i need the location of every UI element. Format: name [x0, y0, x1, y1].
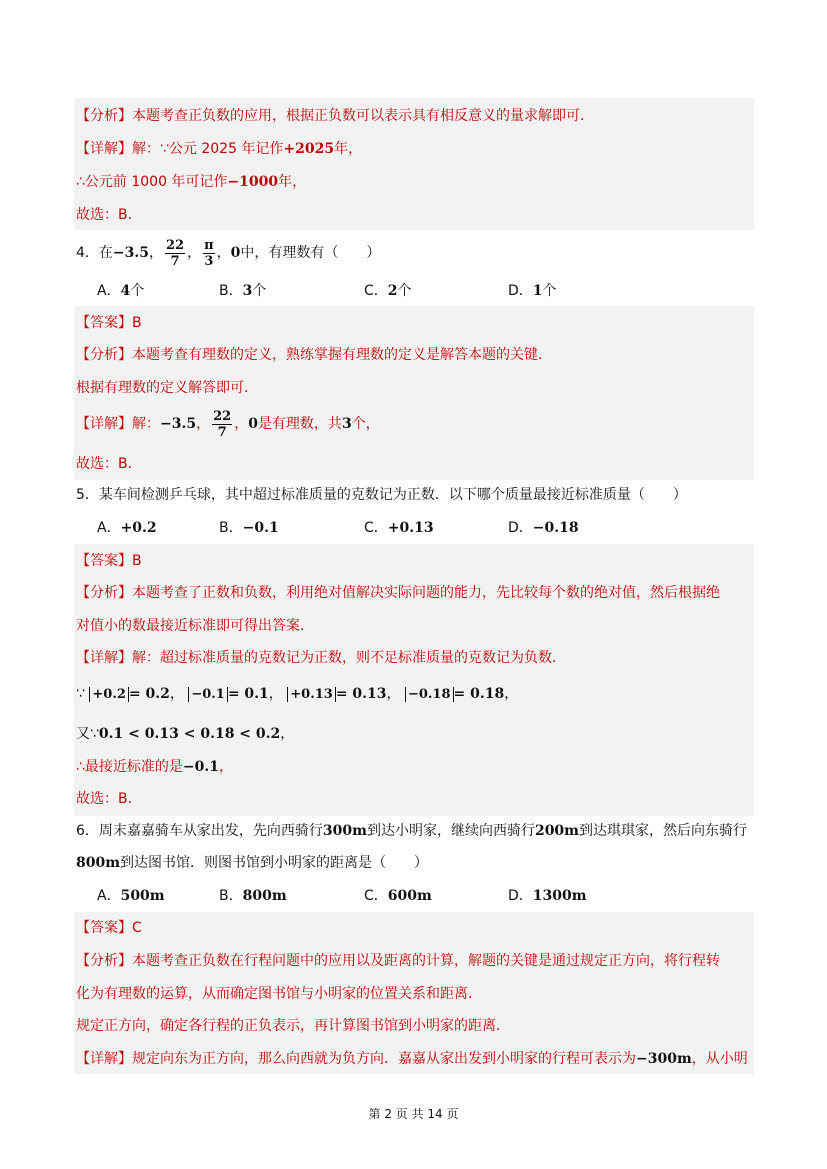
- option-value: 1: [532, 283, 543, 299]
- option-unit: 个: [397, 283, 412, 299]
- option-letter: A．: [97, 283, 121, 299]
- option-value: +0.13: [387, 520, 434, 536]
- math-value: 3: [341, 416, 352, 432]
- option-value: 600m: [387, 888, 432, 904]
- stem-text: 到达琪琪家，然后向东骑行: [579, 823, 747, 839]
- option-unit: 个: [542, 283, 557, 299]
- detail-text: ，从小明: [691, 1051, 748, 1067]
- option-letter: B．: [219, 888, 243, 904]
- abs-expression: +0.2: [89, 687, 129, 702]
- stem-text: 到达小明家，继续向西骑行: [366, 823, 535, 839]
- since-symbol: ∵: [76, 686, 85, 702]
- option-value: 800m: [242, 888, 287, 904]
- stem-text: 4．在: [76, 245, 113, 261]
- option-d[interactable]: [508, 281, 557, 301]
- numerator: 22: [213, 408, 232, 424]
- option-value: 3: [242, 283, 253, 299]
- denominator: 7: [170, 253, 180, 269]
- option-letter: A．: [97, 888, 121, 904]
- analysis-line: 化为有理数的运算，从而确定图书馆与小明家的位置关系和距离．: [76, 986, 482, 1002]
- answer-value: B: [132, 553, 142, 569]
- option-value: 1300m: [532, 888, 587, 904]
- option-letter: D．: [508, 888, 533, 904]
- math-value: = 0.2: [128, 686, 170, 702]
- analysis-text: 本题考查正负数在行程问题中的应用以及距离的计算，解题的关键是通过规定正方向，将行程转: [132, 953, 720, 969]
- separator: ，: [504, 686, 519, 702]
- option-value: −0.18: [532, 520, 579, 536]
- detail-text: 解：超过标准质量的克数记为正数，则不足标准质量的克数记为负数．: [132, 650, 566, 666]
- detail-text: ∴公元前 1000 年可记作: [76, 174, 228, 190]
- detail-tag: 【详解】: [76, 1051, 132, 1067]
- detail-text: 规定向东为正方向，那么向西就为负方向．嘉嘉从家出发到小明家的行程可表示为: [132, 1051, 636, 1067]
- analysis-line: 规定正方向，确定各行程的正负表示，再计算图书馆到小明家的距离．: [76, 1018, 510, 1034]
- analysis-text: 本题考查了正数和负数，利用绝对值解决实际问题的能力，先比较每个数的绝对值，然后根据绝: [132, 585, 720, 601]
- detail-line: [76, 172, 306, 192]
- math-value: = 0.18: [453, 686, 505, 702]
- analysis-line: [76, 951, 720, 971]
- choose-line: 故选：B．: [76, 456, 142, 472]
- option-letter: A．: [97, 520, 121, 536]
- question-5-stem: 5．某车间检测乒乓球，其中超过标准质量的克数记为正数．以下哪个质量最接近标准质量（ ）: [76, 487, 687, 503]
- detail-text: ∴最接近标准的是: [76, 759, 183, 775]
- option-a[interactable]: [97, 518, 157, 538]
- detail-text: 年，: [334, 141, 363, 157]
- analysis-tag: 【分析】: [76, 953, 132, 969]
- option-value: +0.2: [120, 520, 157, 536]
- analysis-line: [76, 106, 594, 126]
- separator: ，: [196, 416, 211, 432]
- separator: ，: [386, 686, 401, 702]
- math-value: 0.1 < 0.13 < 0.18 < 0.2: [98, 726, 281, 742]
- detail-tag: 【详解】: [76, 650, 132, 666]
- separator: ，: [234, 416, 249, 432]
- fraction: [203, 238, 215, 269]
- analysis-line: [76, 583, 720, 603]
- question-6-stem: [76, 853, 428, 873]
- detail-text: 是有理数，共: [257, 416, 342, 432]
- separator: ，: [216, 245, 231, 261]
- numerator: 22: [166, 237, 185, 253]
- math-value: 800m: [76, 855, 121, 871]
- detail-tag: 【详解】: [76, 416, 132, 432]
- stem-text: 到达图书馆．则图书馆到小明家的距离是（ ）: [120, 855, 429, 871]
- analysis-tag: 【分析】: [76, 585, 132, 601]
- option-letter: D．: [508, 520, 533, 536]
- math-value: = 0.1: [227, 686, 269, 702]
- option-letter: C．: [364, 520, 388, 536]
- option-value: −0.1: [242, 520, 279, 536]
- analysis-line: 根据有理数的定义解答即可．: [76, 380, 258, 396]
- math-value: 0: [248, 416, 258, 432]
- stem-text: 中，有理数有（ ）: [240, 245, 381, 261]
- answer-value: C: [132, 920, 142, 936]
- option-a[interactable]: [97, 886, 165, 906]
- math-value: +2025: [283, 141, 335, 157]
- numerator: π: [204, 237, 214, 253]
- analysis-tag: 【分析】: [76, 108, 132, 124]
- math-value: −300m: [636, 1051, 692, 1067]
- choose-line: 故选：B．: [76, 791, 142, 807]
- option-letter: B．: [219, 520, 243, 536]
- answer-tag: 【答案】: [76, 553, 132, 569]
- abs-values-line: [76, 684, 518, 705]
- abs-expression: −0.1: [188, 687, 228, 702]
- option-unit: 个: [130, 283, 145, 299]
- math-value: −3.5: [112, 245, 150, 261]
- inequality-line: [76, 724, 294, 744]
- math-value: −3.5: [160, 416, 197, 432]
- detail-line: [76, 407, 380, 441]
- option-b[interactable]: [219, 281, 266, 301]
- math-value: = 0.13: [335, 686, 387, 702]
- since-symbol: 又∵: [76, 726, 99, 742]
- option-c[interactable]: [364, 518, 434, 538]
- option-c[interactable]: [364, 281, 412, 301]
- option-letter: B．: [219, 283, 243, 299]
- analysis-tag: 【分析】: [76, 347, 132, 363]
- analysis-text: 本题考查有理数的定义，熟练掌握有理数的定义是解答本题的关键．: [132, 347, 552, 363]
- analysis-line: 对值小的数最接近标准即可得出答案．: [76, 618, 314, 634]
- option-b[interactable]: [219, 886, 287, 906]
- question-4-stem: [76, 236, 380, 270]
- answer-tag: 【答案】: [76, 920, 132, 936]
- separator: ，: [268, 686, 283, 702]
- abs-expression: +0.13: [287, 687, 336, 702]
- separator: ，: [169, 686, 184, 702]
- option-d[interactable]: [508, 518, 579, 538]
- option-letter: C．: [364, 283, 388, 299]
- question-6-stem: [76, 821, 747, 841]
- option-d[interactable]: [508, 886, 587, 906]
- abs-expression: −0.18: [405, 687, 454, 702]
- separator: ，: [187, 245, 202, 261]
- math-value: 0: [230, 245, 241, 261]
- detail-text: ，: [219, 759, 234, 775]
- answer-line: [76, 551, 142, 571]
- fraction: [212, 409, 232, 440]
- math-value: 200m: [534, 823, 579, 839]
- option-c[interactable]: [364, 886, 432, 906]
- page-footer: 第 2 页 共 14 页: [368, 1107, 459, 1121]
- detail-line: [76, 1049, 748, 1069]
- option-value: 4: [120, 283, 131, 299]
- detail-text: 解：∵公元 2025 年记作: [132, 141, 284, 157]
- detail-tag: 【详解】: [76, 141, 132, 157]
- detail-line: [76, 648, 566, 668]
- option-value: 500m: [120, 888, 165, 904]
- detail-text: 个，: [351, 416, 380, 432]
- option-unit: 个: [252, 283, 267, 299]
- denominator: 3: [204, 253, 214, 269]
- separator: ，: [280, 726, 295, 742]
- detail-line: [76, 757, 233, 777]
- option-a[interactable]: [97, 281, 144, 301]
- separator: ，: [149, 245, 164, 261]
- analysis-line: [76, 345, 552, 365]
- option-value: 2: [387, 283, 398, 299]
- analysis-text: 本题考查正负数的应用，根据正负数可以表示具有相反意义的量求解即可．: [132, 108, 594, 124]
- answer-tag: 【答案】: [76, 315, 132, 331]
- choose-line: 故选：B．: [76, 207, 142, 223]
- answer-line: [76, 313, 142, 333]
- option-letter: C．: [364, 888, 388, 904]
- option-letter: D．: [508, 283, 533, 299]
- denominator: 7: [217, 424, 227, 440]
- detail-text: 解：: [132, 416, 160, 432]
- answer-value: B: [132, 315, 142, 331]
- option-b[interactable]: [219, 518, 279, 538]
- stem-text: 6．周末嘉嘉骑车从家出发，先向西骑行: [76, 823, 323, 839]
- answer-line: [76, 918, 142, 938]
- detail-line: [76, 139, 362, 159]
- math-value: −0.1: [182, 759, 220, 775]
- math-value: −1000: [227, 174, 279, 190]
- fraction: [165, 238, 185, 269]
- math-value: 300m: [322, 823, 367, 839]
- detail-text: 年，: [278, 174, 307, 190]
